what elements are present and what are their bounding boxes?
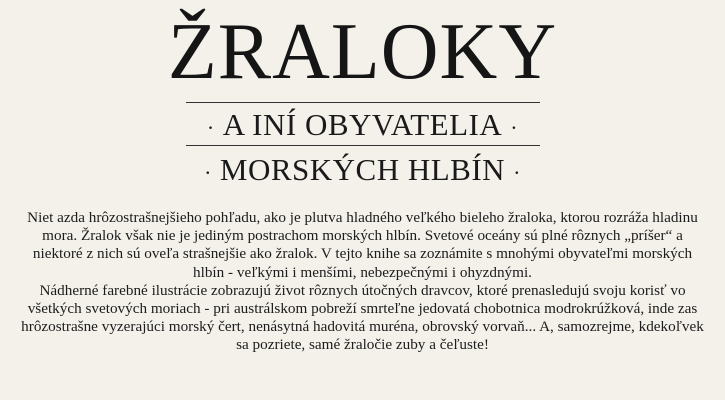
blurb-text [20,209,705,355]
bottom-divider-line [186,145,540,146]
separator-dot-right: · [513,159,521,185]
subtitle-line-1 [0,107,725,146]
subtitle-line-2-text: MORSKÝCH HLBÍN [219,152,506,187]
book-title: ŽRALOKY [167,8,558,96]
separator-dot-right: · [510,114,519,140]
separator-dot-left: · [204,159,212,185]
separator-dot-left: · [206,114,215,140]
blurb-paragraph-2: Nádherné farebné ilustrácie zobrazujú život rôznych útočných dravcov, ktoré prenasledujú svoju korisť vo všetkých svetových moriach - pri austrálskom pobreží smrteľne jedovatá chobotnica modrokrúžková, inde zas hrôzostrašne vyzerajúci morský čert, nenásytná hadovitá muréna, obrovský vorvaň... A, samozrejme, kdekoľvek sa pozriete, samé žraločie zuby a čeľuste! [21,281,704,354]
subtitle-line-1-text: A INÍ OBYVATELIA [222,107,503,142]
subtitle-line-2 [0,152,725,191]
blurb-paragraph-1: Niet azda hrôzostrašnejšieho pohľadu, ako je plutva hladného veľkého bieleho žraloka, ktorou rozráža hladinu mora. Žralok však nie je jediným postrachom morských hlbín. Svetové oceány sú plné rôznych „príšer“ a niektoré z nich sú oveľa strašnejšie ako žralok. V tejto knihe sa zoznámite s mnohými obyvateľmi morských hlbín - veľkými i menšími, nebezpečnými i ohyzdnými. [27,209,698,281]
top-divider-line [186,102,540,103]
